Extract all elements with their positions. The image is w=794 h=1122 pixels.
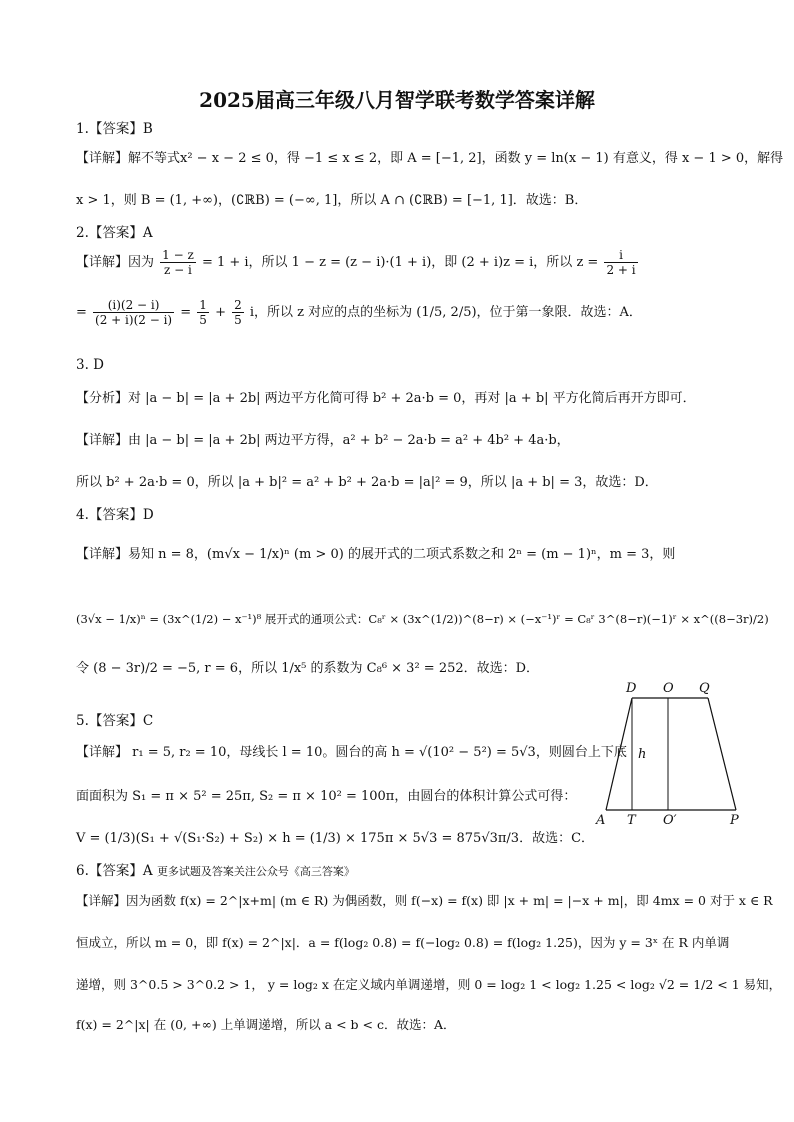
q6-detail-line-1: 【详解】因为函数 f(x) = 2^|x+m| (m ∈ R) 为偶函数，则 f(−x) = f(x) 即 |x + m| = |−x + m|，即 4mx = 0 对于 x ∈ R: [76, 893, 773, 908]
q2-fraction-4-denominator: 5: [199, 313, 207, 327]
q2-fraction-5-numerator: 2: [234, 298, 242, 312]
frustum-diagram: [590, 680, 774, 830]
label-T: T: [627, 813, 636, 828]
q2-fraction-3-numerator: (i)(2 − i): [93, 298, 174, 313]
label-A: A: [596, 813, 606, 828]
frustum-figure: [590, 680, 774, 830]
q2-fraction-1: [160, 248, 196, 277]
label-P: P: [730, 813, 739, 828]
q2-fraction-5: [232, 298, 244, 327]
q3-analysis-line: 【分析】对 |a − b| = |a + 2b| 两边平方化简可得 b² + 2a·b = 0，再对 |a + b| 平方化简后再开方即可．: [76, 391, 696, 406]
label-Q: Q: [699, 681, 710, 696]
q5-detail-line-2: 面面积为 S₁ = π × 5² = 25π, S₂ = π × 10² = 100π，由圆台的体积计算公式可得：: [76, 789, 577, 804]
q2-equals-1: =: [76, 305, 87, 320]
q5-detail-line-1: 【详解】 r₁ = 5, r₂ = 10，母线长 l = 10。圆台的高 h = √(10² − 5²) = 5√3，则圆台上下底: [76, 745, 627, 760]
q3-answer-header: 3. D: [76, 357, 104, 373]
right-slant-edge: [708, 698, 736, 810]
q2-answer-header: 2.【答案】A: [76, 225, 153, 241]
q4-detail-line-2: (3√x − 1/x)ⁿ = (3x^(1/2) − x⁻¹)⁸ 展开式的通项公式：C₈ʳ × (3x^(1/2))^(8−r) × (−x⁻¹)ʳ = C₈ʳ 3^(8−r)(−1)ʳ × x^((8−3r)/2): [76, 612, 769, 626]
q4-detail-line-3: 令 (8 − 3r)/2 = −5, r = 6，所以 1/x⁵ 的系数为 C₈⁶ × 3² = 252．故选：D．: [76, 661, 540, 676]
q3-detail-line-1: 【详解】由 |a − b| = |a + 2b| 两边平方得，a² + b² − 2a·b = a² + 4b² + 4a·b，: [76, 433, 570, 448]
q2-fraction-1-numerator: 1 − z: [162, 248, 194, 262]
q2-detail-line-2: [76, 298, 642, 327]
page-title: 2025届高三年级八月智学联考数学答案详解: [199, 88, 595, 112]
q6-answer-header: [76, 862, 355, 881]
q5-detail-line-3: V = (1/3)(S₁ + √(S₁·S₂) + S₂) × h = (1/3) × 175π × 5√3 = 875√3π/3．故选：C．: [76, 831, 595, 846]
q2-fraction-3: [93, 298, 174, 327]
q6-detail-line-2: 恒成立，所以 m = 0，即 f(x) = 2^|x|．a = f(log₂ 0.8) = f(−log₂ 0.8) = f(log₂ 1.25)，因为 y = 3ˣ 在 R 内单调: [76, 935, 730, 950]
q6-header-text: 6.【答案】A: [76, 863, 153, 879]
q1-detail-line-2: x > 1，则 B = (1, +∞)，(∁ℝB) = (−∞, 1]，所以 A ∩ (∁ℝB) = [−1, 1]．故选：B．: [76, 193, 588, 208]
q2-fraction-2-denominator: 2 + i: [606, 263, 636, 277]
label-O: O: [663, 681, 674, 696]
q2-detail-lead: 【详解】因为: [76, 255, 155, 270]
q1-detail-line-1: 【详解】解不等式x² − x − 2 ≤ 0，得 −1 ≤ x ≤ 2，即 A = [−1, 2]，函数 y = ln(x − 1) 有意义，得 x − 1 > 0，解得: [76, 151, 784, 166]
q2-fraction-3-denominator: (2 + i)(2 − i): [95, 313, 173, 327]
q2-plus: +: [215, 305, 226, 320]
label-h: h: [638, 747, 647, 762]
q4-answer-header: 4.【答案】D: [76, 507, 154, 523]
q2-equals-2: =: [180, 305, 192, 320]
q2-detail-line-1: [76, 248, 640, 277]
left-slant-edge: [606, 698, 632, 810]
q3-detail-line-2: 所以 b² + 2a·b = 0，所以 |a + b|² = a² + b² + 2a·b = |a|² = 9，所以 |a + b| = 3，故选：D．: [76, 475, 658, 490]
q2-detail-tail: i，所以 z 对应的点的坐标为 (1/5, 2/5)，位于第一象限．故选：A．: [249, 305, 642, 320]
label-D: D: [626, 681, 637, 696]
q6-ad-note: 更多试题及答案关注公众号《高三答案》: [156, 865, 355, 878]
q2-fraction-2-numerator: i: [604, 248, 637, 263]
q6-detail-line-3: 递增，则 3^0.5 > 3^0.2 > 1， y = log₂ x 在定义域内单调递增，则 0 = log₂ 1 < log₂ 1.25 < log₂ √2 = 1/2 < 1 易知，: [76, 977, 782, 992]
q2-fraction-5-denominator: 5: [234, 313, 242, 327]
q2-detail-middle: = 1 + i，所以 1 − z = (z − i)·(1 + i)，即 (2 + i)z = i，所以 z =: [201, 255, 599, 270]
q2-fraction-2: [604, 248, 637, 277]
q2-fraction-4: [197, 298, 209, 327]
q4-detail-line-1: 【详解】易知 n = 8，(m√x − 1/x)ⁿ (m > 0) 的展开式的二项式系数之和 2ⁿ = (m − 1)ⁿ，m = 3，则: [76, 547, 676, 562]
q1-answer-header: 1.【答案】B: [76, 121, 153, 137]
q2-fraction-4-numerator: 1: [199, 298, 207, 312]
label-O-prime: O′: [663, 813, 677, 828]
q2-fraction-1-denominator: z − i: [164, 263, 192, 277]
q5-answer-header: 5.【答案】C: [76, 713, 154, 729]
q6-detail-line-4: f(x) = 2^|x| 在 (0, +∞) 上单调递增，所以 a < b < c．故选：A．: [76, 1017, 456, 1032]
